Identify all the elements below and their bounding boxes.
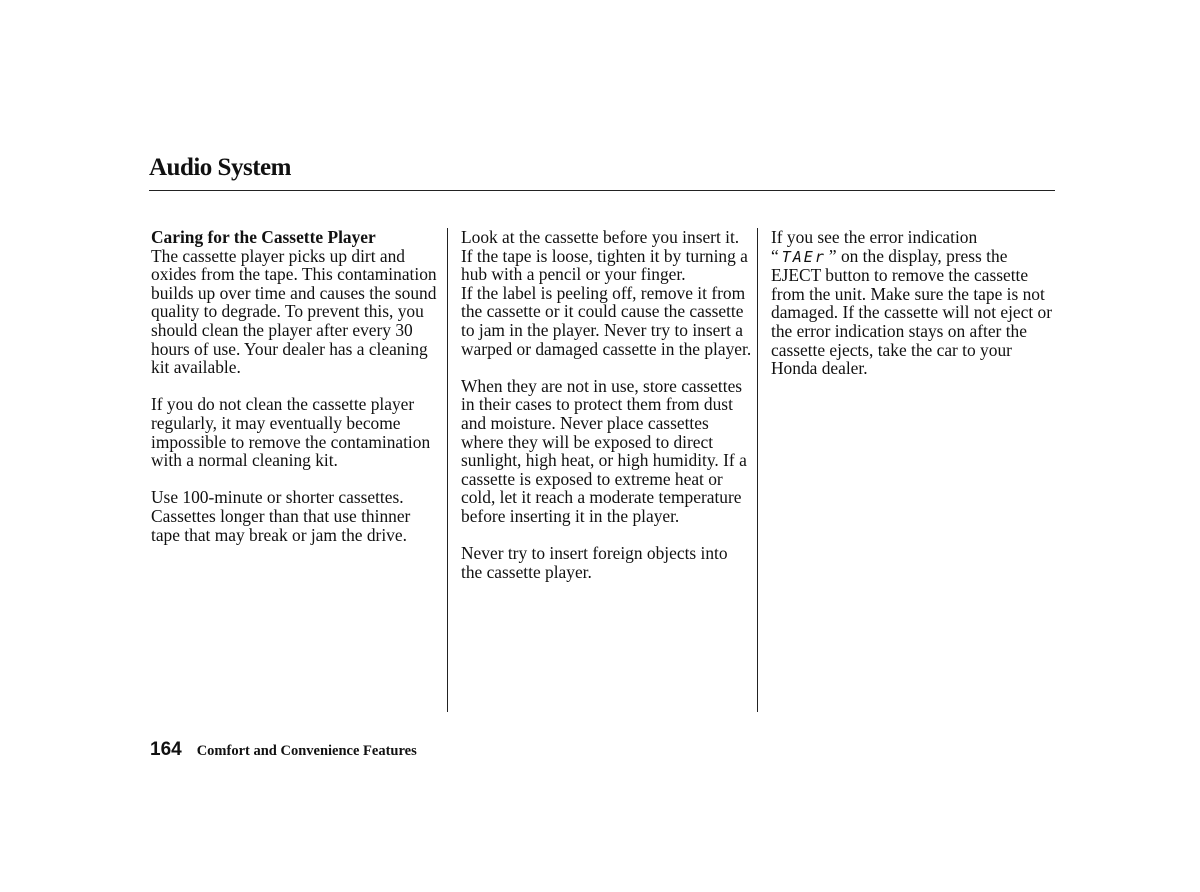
page-number: 164 bbox=[150, 739, 182, 760]
text-column-2 bbox=[461, 228, 753, 600]
title-divider bbox=[149, 190, 1055, 191]
section-heading: Caring for the Cassette Player bbox=[151, 227, 376, 247]
error-instructions-text: on the display, press the EJECT button to remove the cassette from the unit. Make sure the tape is not damaged. If the cassette will not eject or the error indication stays on after the cassette ejects, take the car to your Honda dealer. bbox=[771, 245, 1053, 379]
error-code-display: TAEr bbox=[781, 247, 826, 266]
page-footer bbox=[150, 739, 417, 761]
column-divider-1 bbox=[447, 228, 448, 712]
page-title: Audio System bbox=[149, 154, 291, 181]
paragraph-loose-tape: Look at the cassette before you insert it. If the tape is loose, tighten it by turning a hub with a pencil or your finger. bbox=[461, 227, 748, 285]
footer-section-name: Comfort and Convenience Features bbox=[196, 743, 417, 759]
paragraph-cleaning: If you do not clean the cassette player regularly, it may eventually become impossible to remove the contamination with a normal cleaning kit. bbox=[151, 394, 431, 471]
text-column-1 bbox=[151, 228, 443, 563]
text-column-3 bbox=[771, 228, 1061, 396]
error-intro-text: If you see the error indication bbox=[771, 227, 978, 247]
paragraph-dirt-oxides: The cassette player picks up dirt and oxides from the tape. This contamination builds up over time and causes the sound quality to degrade. To prevent this, you should clean the player after every 30 hours of use. Your dealer has a cleaning kit available. bbox=[151, 245, 437, 378]
column-divider-2 bbox=[757, 228, 758, 712]
paragraph-foreign-objects: Never try to insert foreign objects into the cassette player. bbox=[461, 543, 728, 582]
paragraph-error-indication bbox=[771, 228, 1061, 378]
paragraph-cassette-length: Use 100-minute or shorter cassettes. Cassettes longer than that use thinner tape that may break or jam the drive. bbox=[151, 487, 411, 545]
close-quote: ” bbox=[828, 245, 837, 266]
paragraph-peeling-label: If the label is peeling off, remove it from the cassette or it could cause the cassette to jam in the player. Never try to insert a warped or damaged cassette in the player. bbox=[461, 282, 752, 359]
paragraph-storage: When they are not in use, store cassettes in their cases to protect them from dust and moisture. Never place cassettes where they will be exposed to direct sunlight, high heat, or high humidity. If a cassette is exposed to extreme heat or cold, let it reach a moderate temperature before inserting it in the player. bbox=[461, 375, 747, 526]
open-quote: “ bbox=[771, 245, 779, 266]
